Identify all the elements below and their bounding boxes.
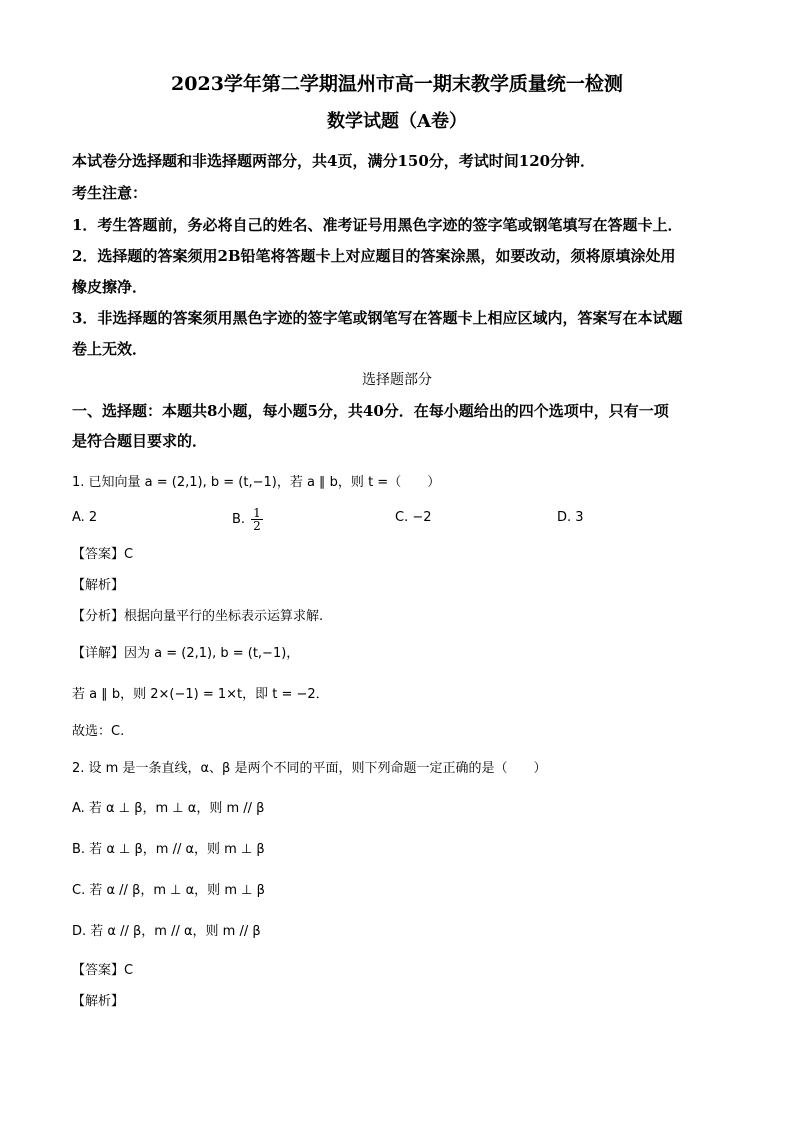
question-1-stem: 1. 已知向量 a = (2,1), b = (t,−1)，若 a ∥ b，则 t =（ ） (72, 475, 441, 490)
question-2-answer: 【答案】C (72, 963, 134, 978)
notice-item-2-line-2: 橡皮擦净． (72, 278, 148, 296)
notice-item-3-line-1: 3．非选择题的答案须用黑色字迹的签字笔或钢笔写在答题卡上相应区域内，答案写在本试题 (72, 309, 683, 327)
question-2-stem: 2. 设 m 是一条直线，α、β 是两个不同的平面，则下列命题一定正确的是（ ） (72, 761, 547, 776)
fraction-denominator: 2 (253, 519, 261, 533)
fraction (251, 507, 263, 532)
question-1-option-a: A. 2 (72, 510, 98, 525)
question-2-option-d: D. 若 α // β，m // α，则 m // β (72, 924, 261, 939)
question-1-detail: 【详解】因为 a = (2,1), b = (t,−1)， (72, 646, 300, 661)
question-1-analysis-tag: 【解析】 (72, 578, 125, 593)
question-2-option-a: A. 若 α ⊥ β，m ⊥ α，则 m // β (72, 801, 265, 816)
notice-heading: 考生注意： (72, 184, 148, 202)
intro-text: 本试卷分选择题和非选择题两部分，共4页，满分150分，考试时间120分钟． (72, 152, 596, 170)
notice-item-2-line-1: 2．选择题的答案须用2B铅笔将答题卡上对应题目的答案涂黑，如要改动，须将原填涂处用 (72, 247, 676, 265)
question-1-choice: 故选：C. (72, 724, 125, 739)
question-1-analysis: 【分析】根据向量平行的坐标表示运算求解. (72, 609, 324, 624)
page-subtitle: 数学试题（A卷） (327, 111, 467, 132)
question-1-answer: 【答案】C (72, 547, 134, 562)
notice-item-3-line-2: 卷上无效． (72, 340, 148, 358)
fraction-numerator: 1 (253, 506, 261, 520)
part-heading-line-2: 是符合题目要求的． (72, 432, 208, 450)
question-2-analysis-tag: 【解析】 (72, 994, 125, 1009)
question-1-option-b (232, 507, 263, 532)
question-1-detail-2: 若 a ∥ b，则 2×(−1) = 1×t，即 t = −2． (72, 687, 329, 702)
question-2-option-c: C. 若 α // β，m ⊥ α，则 m ⊥ β (72, 883, 265, 898)
question-1-option-d: D. 3 (557, 510, 584, 525)
page-title: 2023学年第二学期温州市高一期末教学质量统一检测 (171, 73, 623, 95)
part-heading-line-1: 一、选择题：本题共8小题，每小题5分，共40分．在每小题给出的四个选项中，只有一项 (72, 402, 669, 420)
option-b-label: B. (232, 512, 246, 527)
question-1-option-c: C. −2 (395, 510, 432, 525)
question-2-option-b: B. 若 α ⊥ β，m // α，则 m ⊥ β (72, 842, 265, 857)
section-heading: 选择题部分 (362, 372, 432, 388)
notice-item-1: 1．考生答题前，务必将自己的姓名、准考证号用黑色字迹的签字笔或钢笔填写在答题卡上． (72, 216, 683, 234)
